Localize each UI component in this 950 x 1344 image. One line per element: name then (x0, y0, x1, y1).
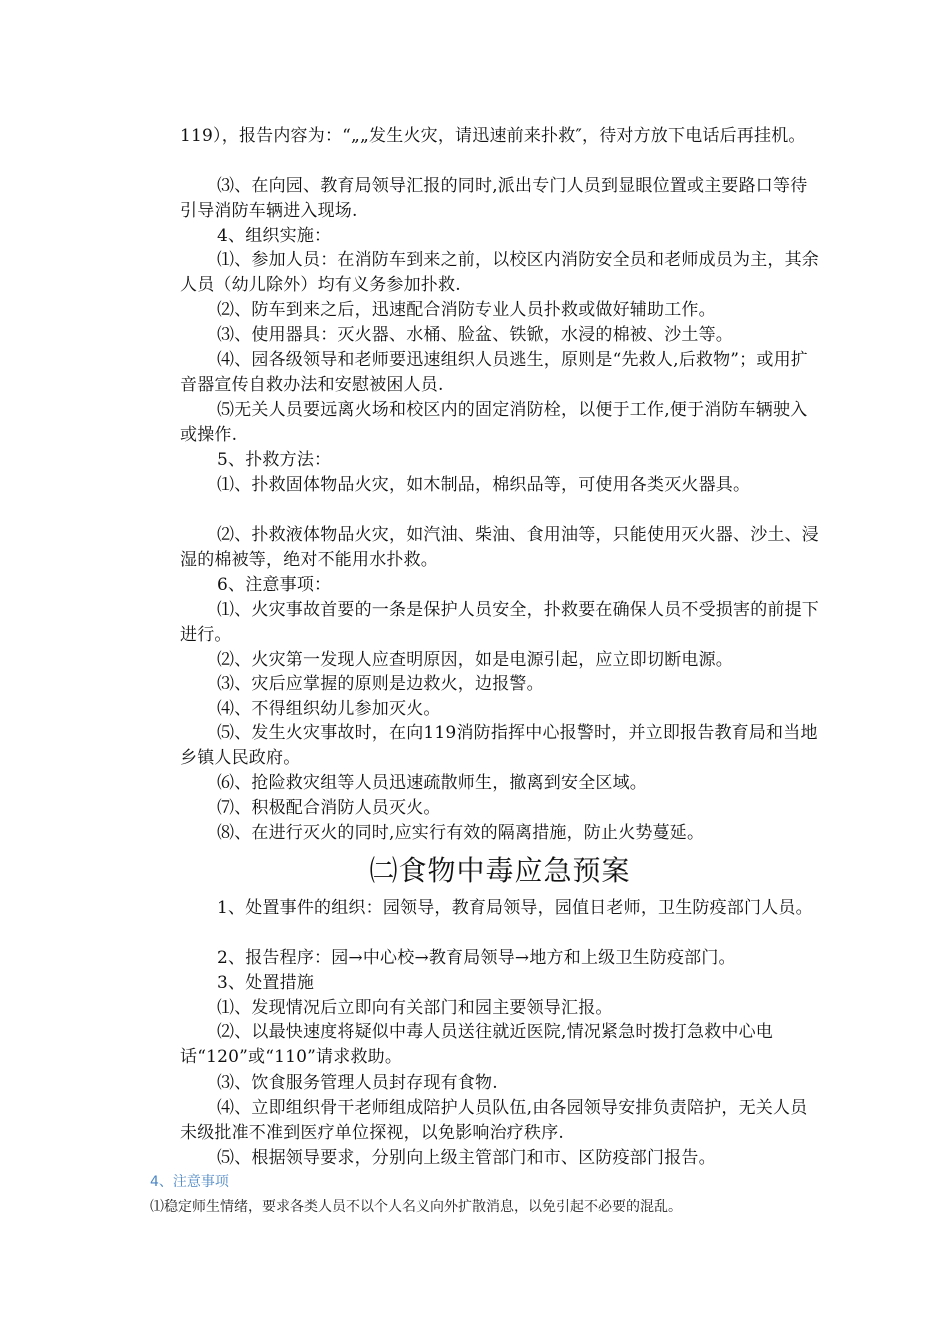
line-20: ⑻、在进行灭火的同时,应实行有效的隔离措施，防止火势蔓延。 (217, 823, 705, 843)
line-9: 5、扑救方法： (217, 450, 332, 470)
line-12: 6、注意事项： (217, 575, 332, 595)
line-5: ⑵、防车到来之后，迅速配合消防专业人员扑救或做好辅助工作。 (217, 300, 716, 320)
section2-line-7: ⑷、立即组织骨干老师组成陪护人员队伍,由各园领导安排负责陪护，无关人员未级批准不准到医疗单位探视，以免影响治疗秩序. (180, 1098, 808, 1143)
section2-line-8: ⑸、根据领导要求，分别向上级主管部门和市、区防疫部门报告。 (217, 1148, 716, 1168)
line-15: ⑶、灾后应掌握的原则是边救火，边报警。 (217, 674, 544, 694)
section2-line-6: ⑶、饮食服务管理人员封存现有食物. (217, 1073, 498, 1093)
line-14: ⑵、火灾第一发现人应查明原因，如是电源引起，应立即切断电源。 (217, 650, 733, 670)
line-11: ⑵、扑救液体物品火灾，如汽油、柴油、食用油等，只能使用灭火器、沙土、浸湿的棉被等，绝对不能用水扑救。 (180, 525, 819, 570)
line-6: ⑶、使用器具：灭火器、水桶、脸盆、铁锨，水浸的棉被、沙土等。 (217, 325, 733, 345)
note-heading: 4、注意事项 (150, 1174, 229, 1190)
line-10: ⑴、扑救固体物品火灾，如木制品，棉织品等，可使用各类灭火器具。 (217, 475, 751, 495)
line-19: ⑺、积极配合消防人员灭火。 (217, 798, 441, 818)
line-8: ⑸无关人员要远离火场和校区内的固定消防栓，以便于工作,便于消防车辆驶入或操作. (180, 400, 808, 445)
line-4: ⑴、参加人员：在消防车到来之前，以校区内消防安全员和老师成员为主，其余人员（幼儿除外）均有义务参加扑救. (180, 250, 819, 295)
section2-line-2: 2、报告程序：园→中心校→教育局领导→地方和上级卫生防疫部门。 (217, 948, 736, 968)
section-heading: ㈡食物中毒应急预案 (369, 854, 631, 887)
line-18: ⑹、抢险救灾组等人员迅速疏散师生，撤离到安全区域。 (217, 773, 647, 793)
section2-line-4: ⑴、发现情况后立即向有关部门和园主要领导汇报。 (217, 998, 613, 1018)
line-3: 4、组织实施： (217, 226, 332, 246)
line-13: ⑴、火灾事故首要的一条是保护人员安全，扑救要在确保人员不受损害的前提下进行。 (180, 600, 819, 645)
line-16: ⑷、不得组织幼儿参加灭火。 (217, 699, 441, 719)
section2-line-3: 3、处置措施 (217, 973, 315, 993)
line-2: ⑶、在向园、教育局领导汇报的同时,派出专门人员到显眼位置或主要路口等待引导消防车辆进入现场. (180, 176, 808, 221)
section2-line-1: 1、处置事件的组织：园领导，教育局领导，园值日老师，卫生防疫部门人员。 (217, 898, 813, 918)
line-17: ⑸、发生火灾事故时，在向119消防指挥中心报警时，并立即报告教育局和当地乡镇人民政府。 (180, 723, 818, 768)
note-line: ⑴稳定师生情绪，要求各类人员不以个人名义向外扩散消息，以免引起不必要的混乱。 (150, 1199, 682, 1215)
section2-line-5: ⑵、以最快速度将疑似中毒人员送往就近医院,情况紧急时拨打急救中心电话“120”或“110”请求救助。 (180, 1022, 774, 1067)
line-7: ⑷、园各级领导和老师要迅速组织人员逃生，原则是“先救人,后救物”；或用扩音器宣传自救办法和安慰被困人员. (180, 350, 808, 395)
line-1: 119），报告内容为：“„„发生火灾，请迅速前来扑救″，待对方放下电话后再挂机。 (180, 126, 806, 146)
